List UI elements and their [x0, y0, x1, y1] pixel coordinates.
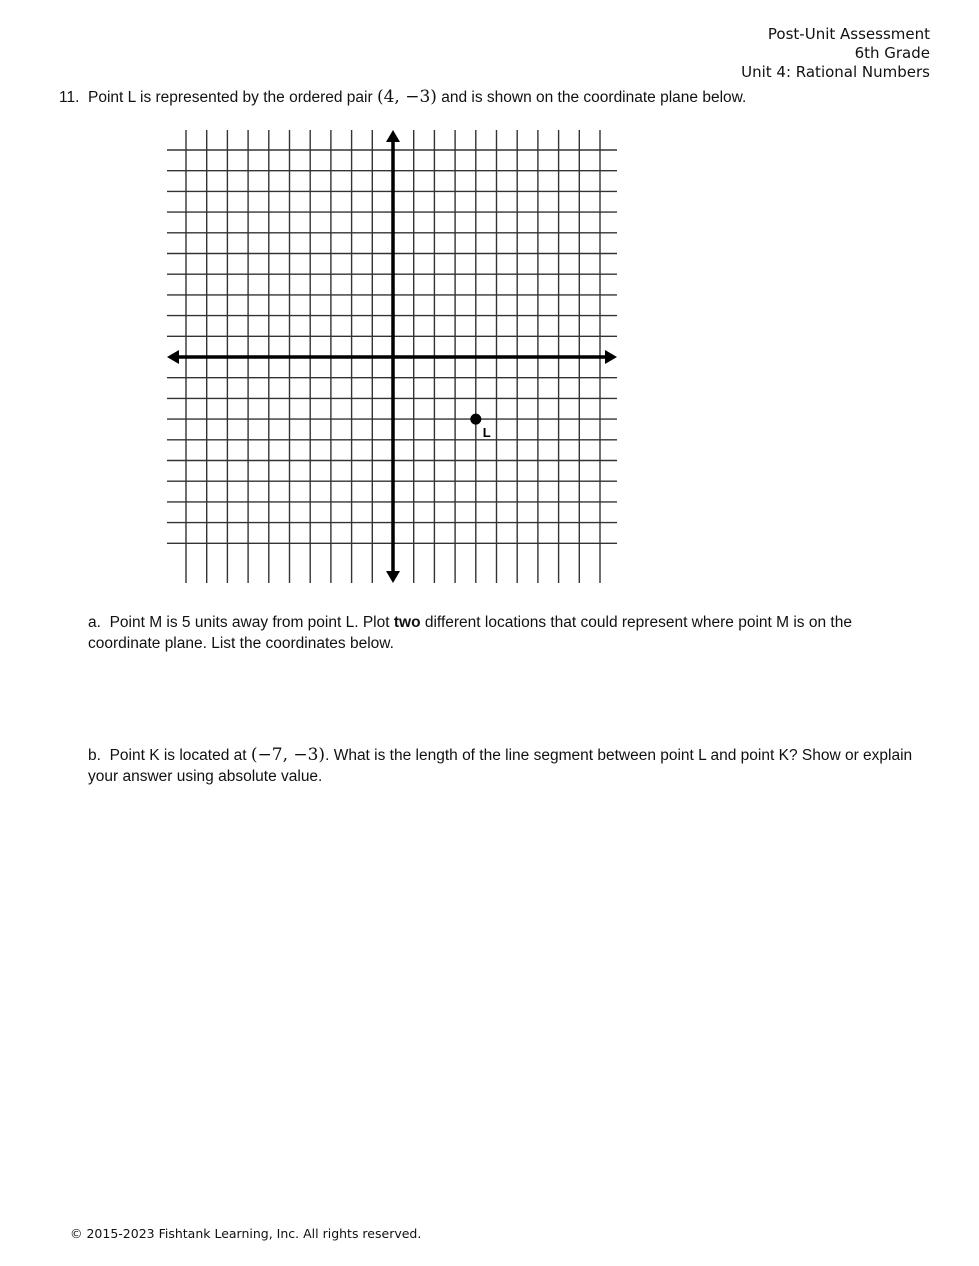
point-l: [470, 414, 481, 425]
ordered-pair-l: (4, −3): [376, 87, 437, 107]
copyright-footer: © 2015-2023 Fishtank Learning, Inc. All rights reserved.: [70, 1226, 422, 1241]
question-text: Point L is represented by the ordered pair: [88, 89, 373, 106]
part-a-text: Point M is 5 units away from point L. Plot: [109, 614, 390, 631]
header-unit: Unit 4: Rational Numbers: [741, 63, 930, 81]
part-b-label: b.: [88, 747, 101, 764]
part-b: [88, 745, 918, 787]
ordered-pair-k: (−7, −3): [250, 745, 326, 765]
x-axis-right-arrow-icon: [605, 350, 617, 364]
part-b-text: Point K is located at: [109, 747, 247, 764]
point-l-label: L: [482, 425, 491, 441]
y-axis-up-arrow-icon: [386, 130, 400, 142]
part-a-bold: two: [393, 614, 421, 631]
header-grade: 6th Grade: [854, 44, 930, 62]
y-axis-down-arrow-icon: [386, 571, 400, 583]
part-a-label: a.: [88, 614, 101, 631]
question-text-end: and is shown on the coordinate plane below.: [441, 89, 747, 106]
x-axis-left-arrow-icon: [167, 350, 179, 364]
part-a: [88, 612, 918, 654]
question-number: 11.: [59, 89, 80, 106]
header-title: Post-Unit Assessment: [767, 25, 930, 43]
part-a-text-2: different locations that could represent where point M is on the coordinate plane. List the coordinates below.: [88, 614, 852, 652]
part-b-text-2: . What is the length of the line segment between point L and point K? Show or explain your answer using absolute value.: [88, 747, 913, 785]
coordinate-plane[interactable]: [0, 0, 979, 620]
